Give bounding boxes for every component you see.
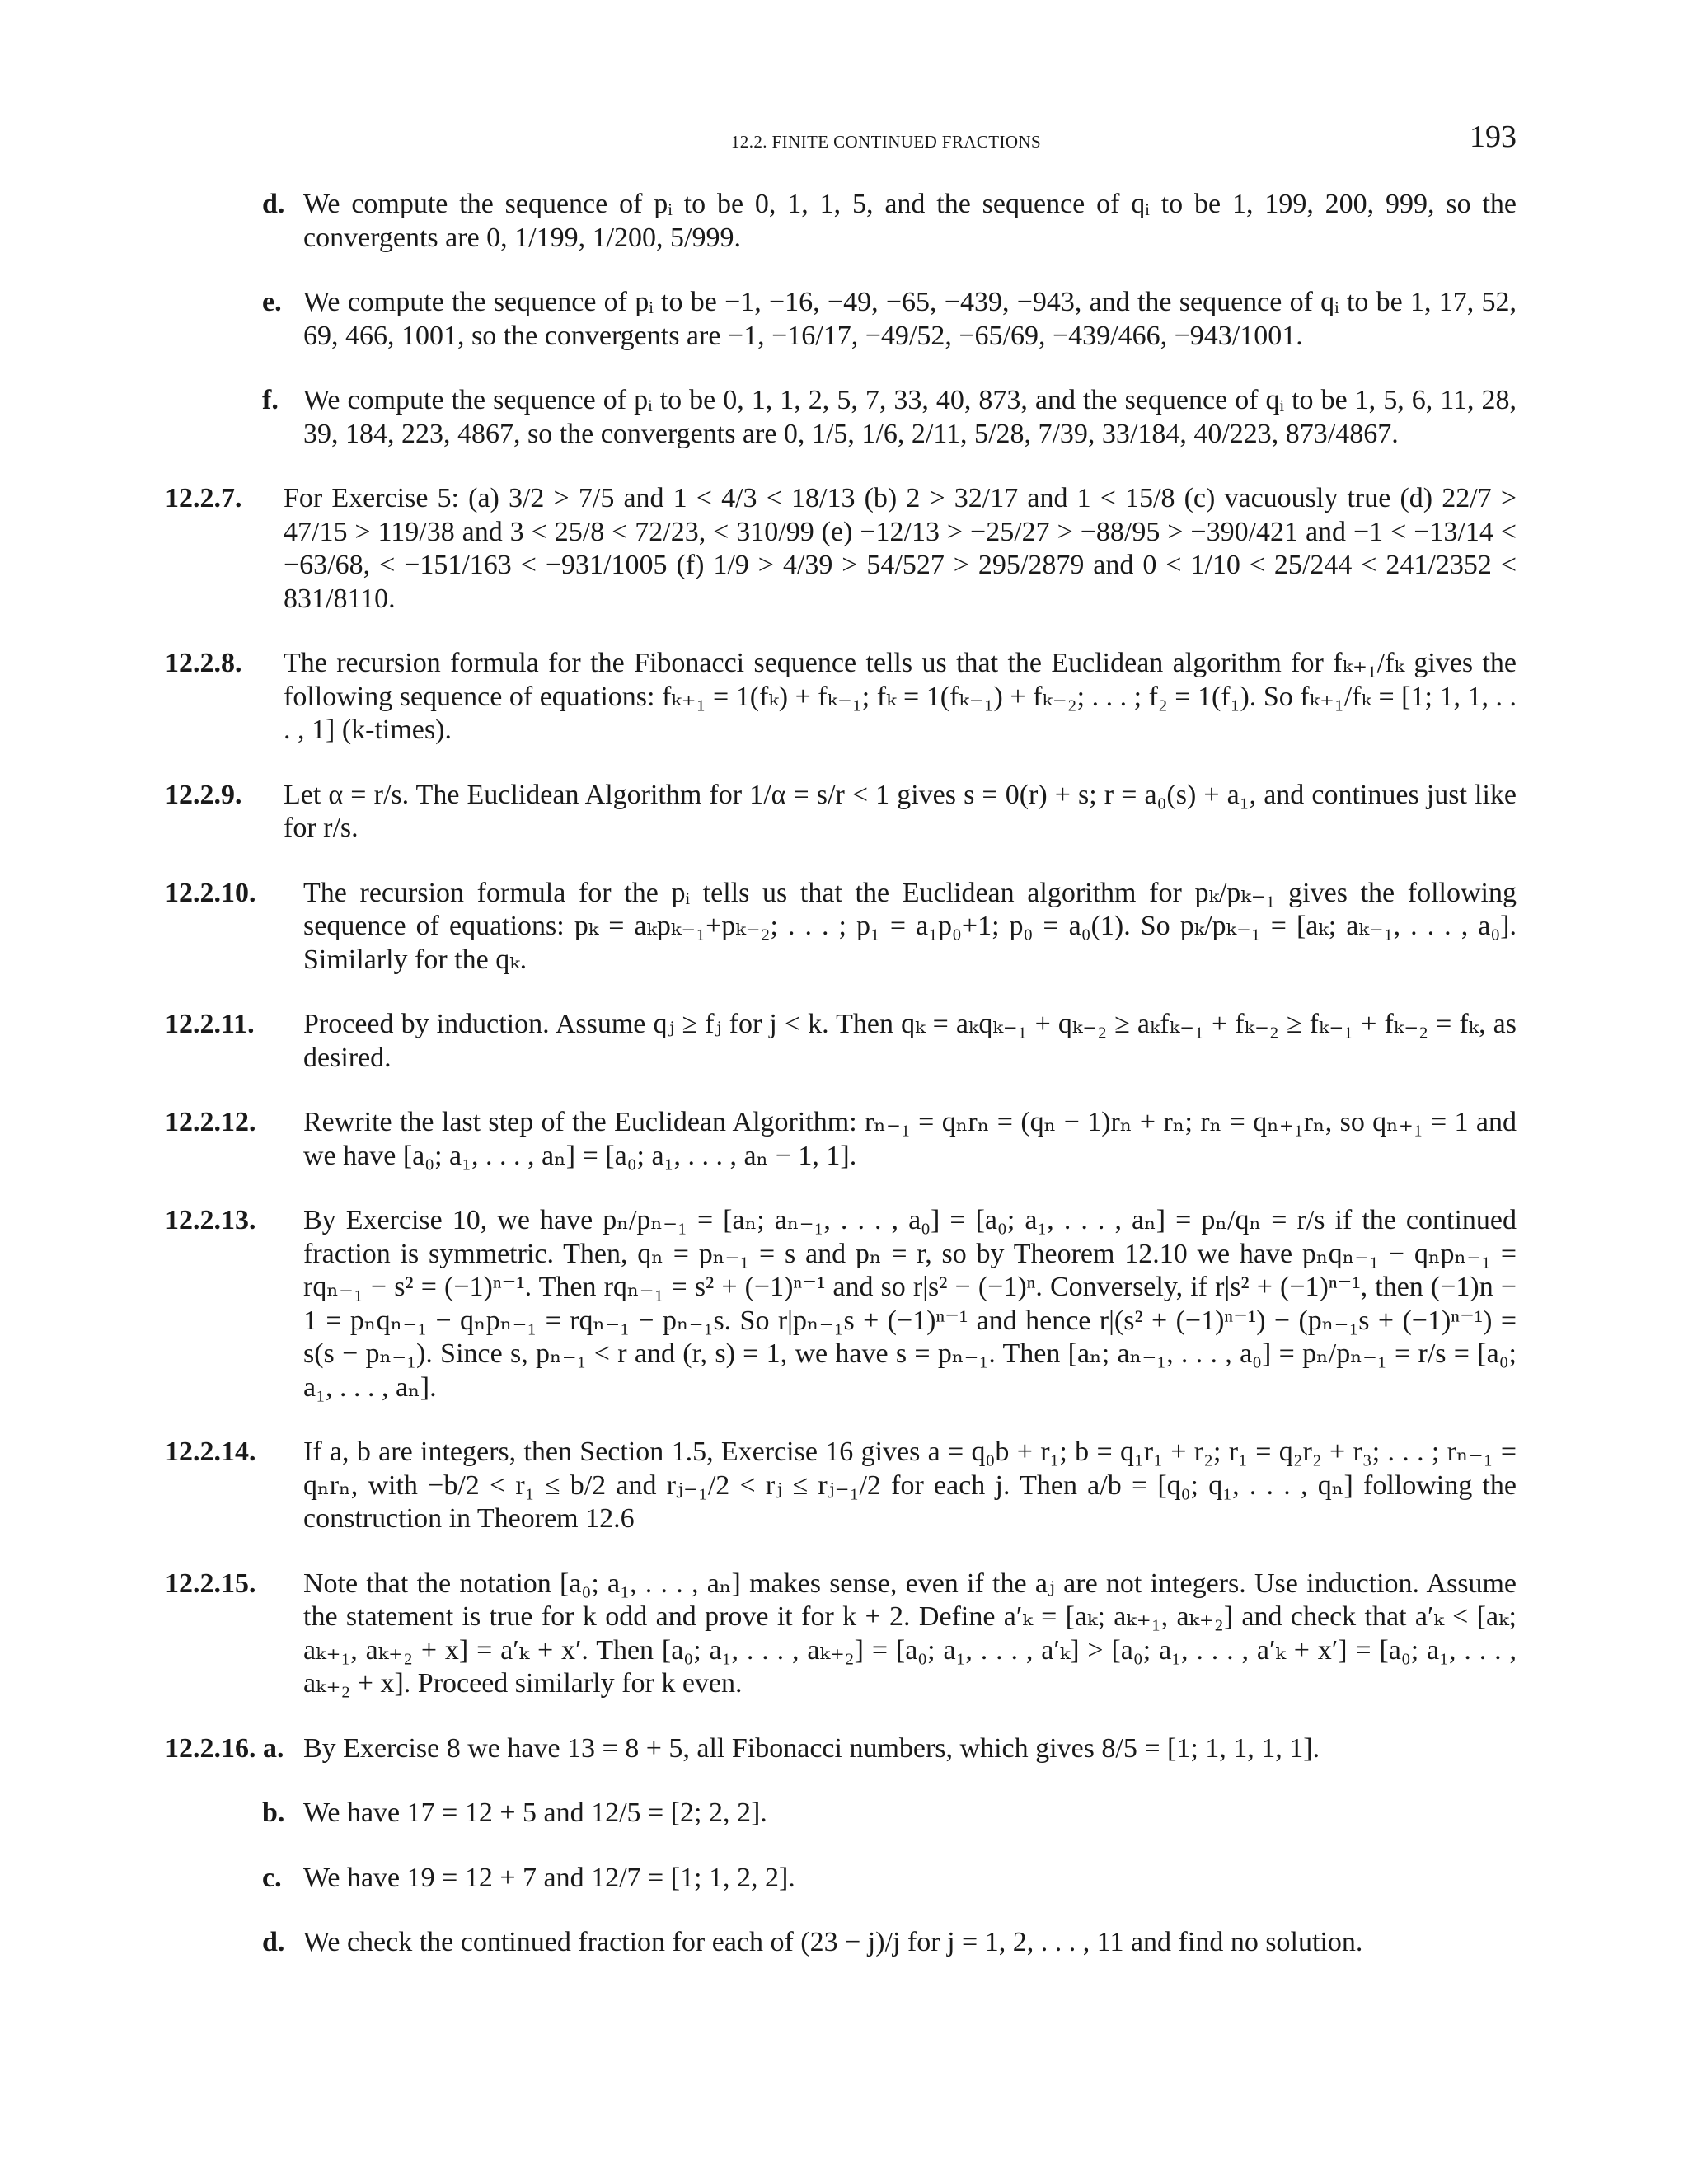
item-text: We check the continued fraction for each of (23 − j)/j for j = 1, 2, . . . , 11 and find no solution. [303,1927,1363,1957]
solution-12-2-7 [165,482,1517,616]
running-head: 12.2. FINITE CONTINUED FRACTIONS [730,132,1042,152]
item-text: Rewrite the last step of the Euclidean Algorithm: rₙ₋₁ = qₙrₙ = (qₙ − 1)rₙ + rₙ; rₙ = qₙ₊₁rₙ, so qₙ₊₁ = 1 and we have [a₀; a₁, . . . , aₙ] = [a₀; a₁, . . . , aₙ − 1, 1]. [303,1107,1517,1171]
item-text: We compute the sequence of pᵢ to be 0, 1, 1, 2, 5, 7, 33, 40, 873, and the sequence of qᵢ to be 1, 5, 6, 11, 28, 39, 184, 223, 4867, so the convergents are 0, 1/5, 1/6, 2/11, 5/28, 7/39, 33/184, 40/223, 873/4867. [303,385,1517,449]
solution-12-2-14 [165,1436,1517,1536]
solution-12-2-11 [165,1008,1517,1075]
item-label: 12.2.16. a. [165,1732,284,1764]
item-text: We compute the sequence of pᵢ to be −1, −16, −49, −65, −439, −943, and the sequence of qᵢ to be 1, 17, 52, 69, 466, 1001, so the convergents are −1, −16/17, −49/52, −65/69, −439/466, −943/1001. [303,287,1517,351]
item-label: 12.2.9. [165,779,242,810]
item-label: c. [262,1862,282,1893]
solution-12-2-16-d [165,1926,1517,1960]
solution-part-f [165,384,1517,451]
item-text: If a, b are integers, then Section 1.5, Exercise 16 gives a = q₀b + r₁; b = q₁r₁ + r₂; r₁ = q₂r₂ + r₃; . . . ; rₙ₋₁ = qₙrₙ, with −b/2 < r₁ ≤ b/2 and rⱼ₋₁/2 < rⱼ ≤ rⱼ₋₁/2 for each j. Then a/b = [q₀; q₁, . . . , qₙ] following the construction in Theorem 12.6 [303,1436,1517,1534]
page-number: 193 [1470,120,1517,154]
item-text: By Exercise 8 we have 13 = 8 + 5, all Fibonacci numbers, which gives 8/5 = [1; 1, 1, 1, 1]. [303,1732,1320,1764]
solution-part-e [165,286,1517,353]
item-text: We compute the sequence of pᵢ to be 0, 1, 1, 5, and the sequence of qᵢ to be 1, 199, 200, 999, so the convergents are 0, 1/199, 1/200, 5/999. [303,189,1517,253]
solution-12-2-16-a [165,1732,1517,1766]
page-header [256,114,1517,163]
item-text: Let α = r/s. The Euclidean Algorithm for 1/α = s/r < 1 gives s = 0(r) + s; r = a₀(s) + a₁, and continues just like for r/s. [284,779,1517,843]
item-text: The recursion formula for the pᵢ tells us that the Euclidean algorithm for pₖ/pₖ₋₁ gives the following sequence of equations: pₖ = aₖpₖ₋₁+pₖ₋₂; . . . ; p₁ = a₁p₀+1; p₀ = a₀(1). So pₖ/pₖ₋₁ = [aₖ; aₖ₋₁, . . . , a₀]. Similarly for the qₖ. [303,877,1517,975]
item-label: 12.2.10. [165,877,256,908]
item-label: 12.2.8. [165,648,242,678]
item-label: 12.2.13. [165,1205,256,1235]
solution-12-2-13 [165,1204,1517,1404]
item-label: d. [262,189,285,219]
item-text: We have 19 = 12 + 7 and 12/7 = [1; 1, 2, 2]. [303,1862,795,1893]
item-label: d. [262,1927,285,1957]
item-label: 12.2.12. [165,1107,256,1137]
item-text: Note that the notation [a₀; a₁, . . . , aₙ] makes sense, even if the aⱼ are not integers. Use induction. Assume the statement is true for k odd and prove it for k + 2. Define a′ₖ = [aₖ; aₖ₊₁, aₖ₊₂] and check that a′ₖ < [aₖ; aₖ₊₁, aₖ₊₂ + x] = a′ₖ + x′. Then [a₀; a₁, . . . , aₖ₊₂] = [a₀; a₁, . . . , a′ₖ] > [a₀; a₁, . . . , a′ₖ + x′] = [a₀; a₁, . . . , aₖ₊₂ + x]. Proceed similarly for k even. [303,1568,1517,1699]
item-label: f. [262,385,279,415]
solution-12-2-8 [165,647,1517,748]
solution-12-2-10 [165,877,1517,977]
item-text: Proceed by induction. Assume qⱼ ≥ fⱼ for j < k. Then qₖ = aₖqₖ₋₁ + qₖ₋₂ ≥ aₖfₖ₋₁ + fₖ₋₂ ≥ fₖ₋₁ + fₖ₋₂ = fₖ, as desired. [303,1009,1517,1073]
item-label: 12.2.7. [165,483,242,513]
item-label: 12.2.15. [165,1568,256,1599]
solutions-list [165,188,1517,1991]
solution-12-2-16-b [165,1797,1517,1830]
solution-12-2-15 [165,1568,1517,1701]
item-text: We have 17 = 12 + 5 and 12/5 = [2; 2, 2]. [303,1797,767,1828]
item-label: e. [262,287,282,317]
item-label: 12.2.14. [165,1436,256,1467]
item-text: By Exercise 10, we have pₙ/pₙ₋₁ = [aₙ; aₙ₋₁, . . . , a₀] = [a₀; a₁, . . . , aₙ] = pₙ/qₙ = r/s if the continued fraction is symmetric. Then, qₙ = pₙ₋₁ = s and pₙ = r, so by Theorem 12.10 we have pₙqₙ₋₁ − qₙpₙ₋₁ = rqₙ₋₁ − s² = (−1)ⁿ⁻¹. Then rqₙ₋₁ = s² + (−1)ⁿ⁻¹ and so r|s² − (−1)ⁿ. Conversely, if r|s² + (−1)ⁿ⁻¹, then (−1)n − 1 = pₙqₙ₋₁ − qₙpₙ₋₁ = rqₙ₋₁ − pₙ₋₁s. So r|pₙ₋₁s + (−1)ⁿ⁻¹ and hence r|(s² + (−1)ⁿ⁻¹) − (pₙ₋₁s + (−1)ⁿ⁻¹) = s(s − pₙ₋₁). Since s, pₙ₋₁ < r and (r, s) = 1, we have s = pₙ₋₁. Then [aₙ; aₙ₋₁, . . . , a₀] = pₙ/pₙ₋₁ = r/s = [a₀; a₁, . . . , aₙ]. [303,1205,1517,1403]
item-text: The recursion formula for the Fibonacci sequence tells us that the Euclidean algorithm for fₖ₊₁/fₖ gives the following sequence of equations: fₖ₊₁ = 1(fₖ) + fₖ₋₁; fₖ = 1(fₖ₋₁) + fₖ₋₂; . . . ; f₂ = 1(f₁). So fₖ₊₁/fₖ = [1; 1, 1, . . . , 1] (k-times). [284,648,1517,745]
item-label: b. [262,1797,285,1828]
solution-12-2-12 [165,1106,1517,1173]
solution-12-2-9 [165,779,1517,846]
solution-part-d [165,188,1517,255]
item-text: For Exercise 5: (a) 3/2 > 7/5 and 1 < 4/3 < 18/13 (b) 2 > 32/17 and 1 < 15/8 (c) vacuously true (d) 22/7 > 47/15 > 119/38 and 3 < 25/8 < 72/23, < 310/99 (e) −12/13 > −25/27 > −88/95 > −390/421 and −1 < −13/14 < −63/68, < −151/163 < −931/1005 (f) 1/9 > 4/39 > 54/527 > 295/2879 and 0 < 1/10 < 25/244 < 241/2352 < 831/8110. [284,483,1517,614]
item-label: 12.2.11. [165,1009,255,1039]
solution-12-2-16-c [165,1862,1517,1896]
